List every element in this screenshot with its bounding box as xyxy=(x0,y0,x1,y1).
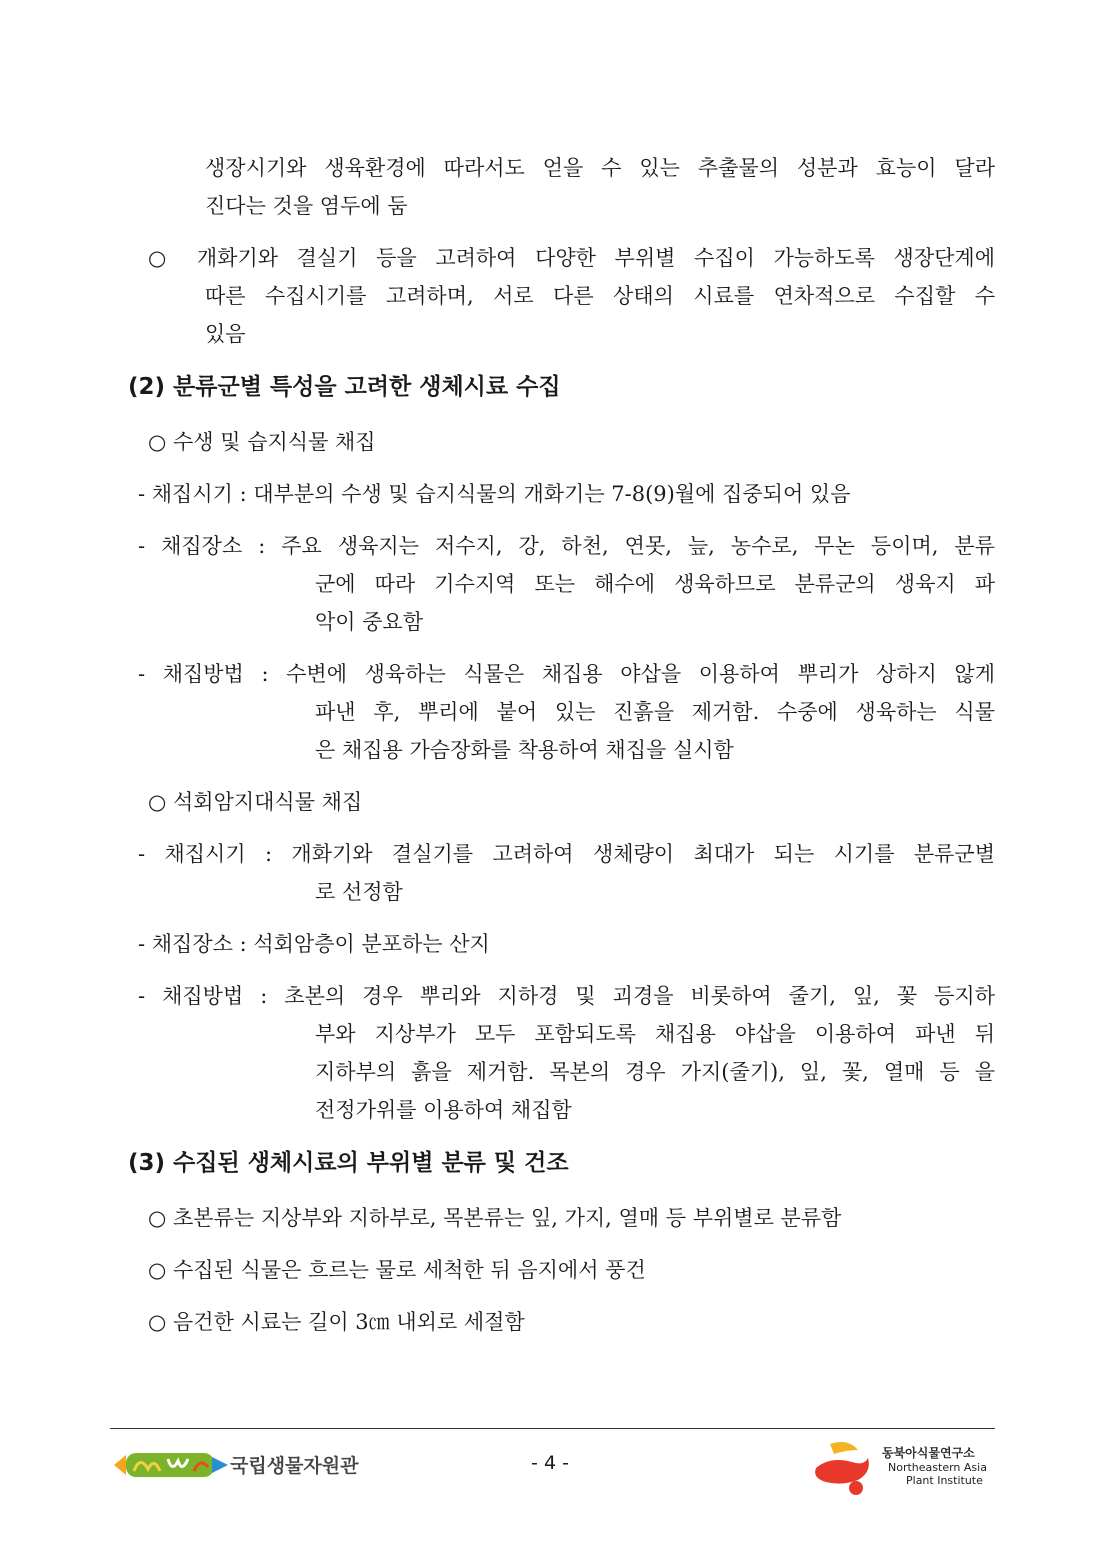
paragraph-line: 있음 xyxy=(205,322,246,346)
paragraph-line: 부와 지상부가 모두 포함되도록 채집용 야삽을 이용하여 파낸 뒤 xyxy=(315,1022,995,1046)
bullet-item: ○ 석회암지대식물 채집 xyxy=(148,790,363,814)
paragraph-line: 생장시기와 생육환경에 따라서도 얻을 수 있는 추출물의 성분과 효능이 달라 xyxy=(205,156,995,180)
bullet-item: ○ 음건한 시료는 길이 3㎝ 내외로 세절함 xyxy=(148,1310,525,1334)
paragraph-line: 진다는 것을 염두에 둠 xyxy=(205,194,408,218)
section-heading: (2) 분류군별 특성을 고려한 생체시료 수집 xyxy=(128,374,561,400)
dash-item: - 채집장소 : 주요 생육지는 저수지, 강, 하천, 연못, 늪, 농수로, 무논 등이며, 분류 xyxy=(138,534,995,558)
dash-item: - 채집방법 : 수변에 생육하는 식물은 채집용 야삽을 이용하여 뿌리가 상하지 않게 xyxy=(138,662,995,686)
paragraph-line: 은 채집용 가슴장화를 착용하여 채집을 실시함 xyxy=(315,738,734,762)
paragraph-line: 로 선정함 xyxy=(315,880,403,904)
nappi-logo-english-line1: Northeastern Asia xyxy=(888,1461,987,1474)
bullet-item: ○ 개화기와 결실기 등을 고려하여 다양한 부위별 수집이 가능하도록 생장단계에 xyxy=(148,246,995,270)
dash-item: - 채집시기 : 개화기와 결실기를 고려하여 생체량이 최대가 되는 시기를 분류군별 xyxy=(138,842,995,866)
nappi-logo-english-line2: Plant Institute xyxy=(906,1474,983,1487)
dash-item: - 채집장소 : 석회암층이 분포하는 산지 xyxy=(138,932,490,956)
dash-item: - 채집시기 : 대부분의 수생 및 습지식물의 개화기는 7-8(9)월에 집중되어 있음 xyxy=(138,482,851,506)
section-heading: (3) 수집된 생체시료의 부위별 분류 및 건조 xyxy=(128,1150,569,1176)
paragraph-line: 파낸 후, 뿌리에 붙어 있는 진흙을 제거함. 수중에 생육하는 식물 xyxy=(315,700,995,724)
page-number: - 4 - xyxy=(531,1452,569,1474)
nappi-logo-korean: 동북아식물연구소 xyxy=(882,1446,975,1460)
paragraph-line: 전정가위를 이용하여 채집함 xyxy=(315,1098,572,1122)
footer-divider xyxy=(110,1428,995,1429)
paragraph-line: 지하부의 흙을 제거함. 목본의 경우 가지(줄기), 잎, 꽃, 열매 등 을 xyxy=(315,1060,995,1084)
paragraph-line: 군에 따라 기수지역 또는 해수에 생육하므로 분류군의 생육지 파 xyxy=(315,572,995,596)
paragraph-line: 따른 수집시기를 고려하며, 서로 다른 상태의 시료를 연차적으로 수집할 수 xyxy=(205,284,995,308)
bullet-item: ○ 수집된 식물은 흐르는 물로 세척한 뒤 음지에서 풍건 xyxy=(148,1258,646,1282)
paragraph-line: 악이 중요함 xyxy=(315,610,424,634)
nibr-logo-text: 국립생물자원관 xyxy=(230,1455,359,1477)
dash-item: - 채집방법 : 초본의 경우 뿌리와 지하경 및 괴경을 비롯하여 줄기, 잎, 꽃 등지하 xyxy=(138,984,995,1008)
bullet-item: ○ 수생 및 습지식물 채집 xyxy=(148,430,376,454)
bullet-item: ○ 초본류는 지상부와 지하부로, 목본류는 잎, 가지, 열매 등 부위별로 분류함 xyxy=(148,1206,842,1230)
